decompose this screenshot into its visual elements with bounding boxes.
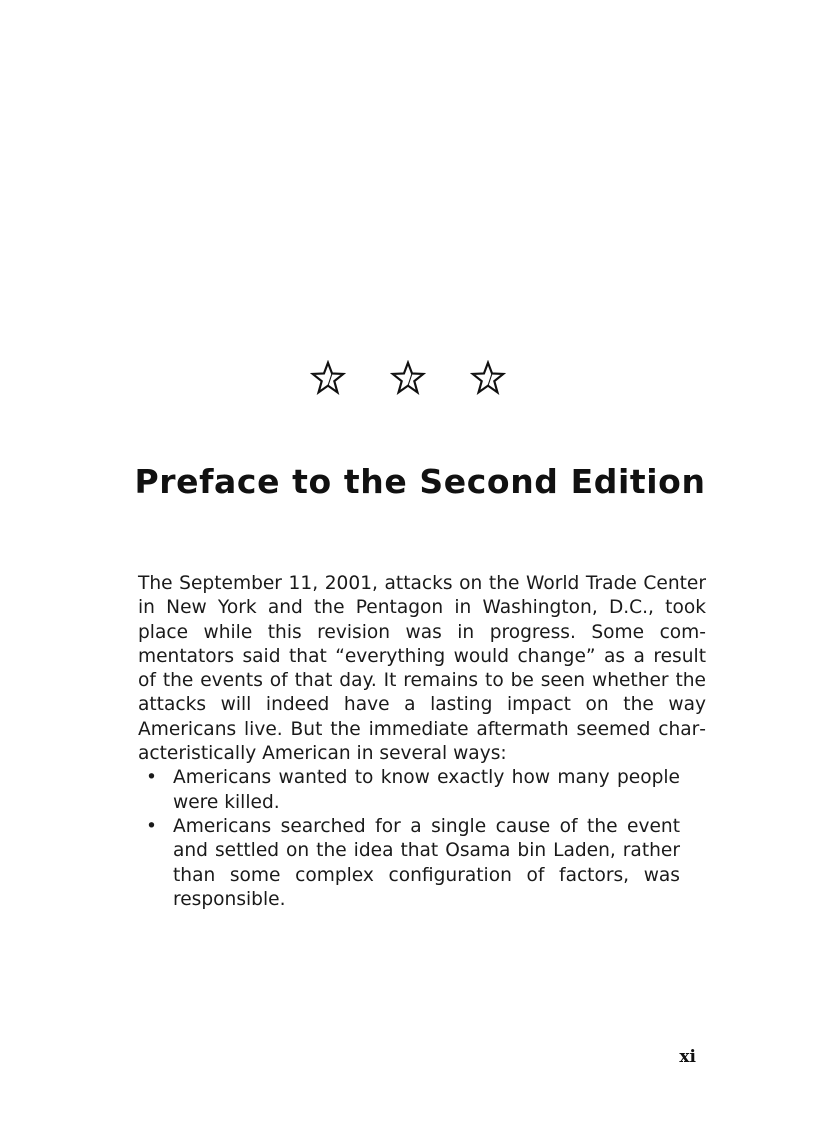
star-outline-icon bbox=[310, 360, 346, 396]
bullet-list bbox=[138, 766, 706, 912]
bullet-icon: • bbox=[146, 767, 157, 789]
list-item-text: Americans wanted to know exactly how many people were killed. bbox=[173, 767, 680, 813]
star-outline-icon bbox=[470, 360, 506, 396]
body-text bbox=[138, 572, 706, 912]
page-title: Preface to the Second Edition bbox=[134, 462, 706, 501]
star-outline-icon bbox=[390, 360, 426, 396]
bullet-icon: • bbox=[146, 815, 157, 837]
list-item bbox=[138, 815, 706, 912]
list-item-text: Americans searched for a single cause of the event and settled on the idea that Osama bin Laden, rather than some complex configuration of factors, was responsible. bbox=[173, 815, 680, 910]
page-number: xi bbox=[679, 1047, 696, 1067]
intro-paragraph: The September 11, 2001, attacks on the World Trade Center in New York and the Pentagon in Washington, D.C., took place while this revision was in progress. Some commentators said that “everything would change” as a result of the events of that day. It remains to be seen whether the attacks will indeed have a lasting impact on the way Americans live. But the immediate aftermath seemed characteristically American in several ways: bbox=[138, 573, 706, 765]
list-item bbox=[138, 766, 706, 815]
star-ornament bbox=[0, 360, 816, 396]
